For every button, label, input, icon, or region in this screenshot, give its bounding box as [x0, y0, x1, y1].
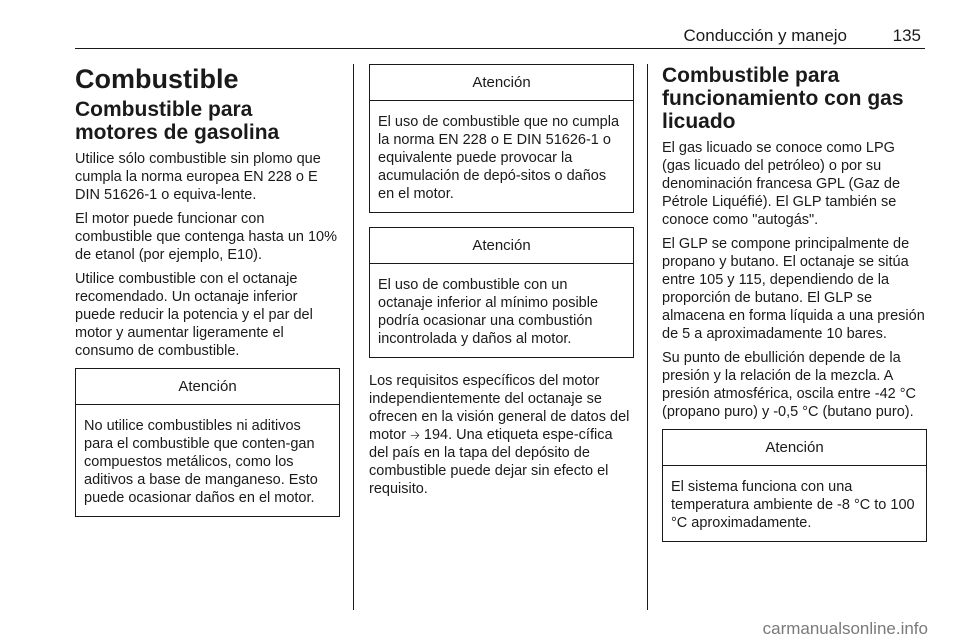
paragraph: Utilice combustible con el octanaje recomendado. Un octanaje inferior puede reducir la potencia y el par del motor y aumentar ligeramente el consumo de combustible.: [75, 271, 313, 359]
paragraph-text: Los requisitos específicos del motor independientemente del octanaje se ofrecen en la visión general de datos del motor: [369, 373, 630, 443]
column-divider: [647, 64, 648, 610]
warning-box: [662, 429, 927, 542]
section-heading: Combustible para motores de gasolina: [75, 98, 280, 144]
warning-heading: Atención: [76, 369, 339, 405]
warning-heading: Atención: [663, 430, 926, 466]
column-1: [75, 64, 340, 531]
page-reference[interactable]: 194: [423, 427, 449, 443]
column-2: [369, 64, 634, 504]
warning-box: [369, 64, 634, 213]
section-heading: Combustible para funcionamiento con gas licuado: [662, 64, 904, 133]
column-3: [662, 64, 927, 556]
paragraph: El GLP se compone principalmente de propano y butano. El octanaje se sitúa entre 105 y 115, dependiendo de la proporción de butano. El GLP se almacena en forma líquida a una presión de 5 a aproximadamente 10 bares.: [662, 236, 925, 342]
paragraph: Su punto de ebullición depende de la presión y la relación de la mezcla. A presión atmosférica, oscila entre -42 °C (propano puro) y -0,5 °C (butano puro).: [662, 350, 917, 420]
paragraph: El gas licuado se conoce como LPG (gas licuado del petróleo) o por su denominación francesa GPL (Gaz de Pétrole Liquéfié). El GLP también se conoce como "autogás".: [662, 140, 901, 228]
paragraph-text: . Una etiqueta espe-cífica del país en la tapa del depósito de combustible puede dejar sin efecto el requisito.: [369, 427, 613, 497]
page-number: 135: [892, 26, 921, 45]
chapter-title: Combustible: [75, 64, 239, 94]
paragraph: Utilice sólo combustible sin plomo que cumpla la norma europea EN 228 o E DIN 51626-1 o equiva-lente.: [75, 151, 321, 203]
warning-heading: Atención: [370, 65, 633, 101]
page-header: [75, 22, 925, 49]
page-reference-arrow-icon: 🡢: [410, 428, 420, 442]
warning-text: El sistema funciona con una temperatura ambiente de -8 °C to 100 °C aproximadamente.: [671, 479, 915, 531]
paragraph: [369, 372, 634, 498]
warning-text: El uso de combustible con un octanaje inferior al mínimo posible podría ocasionar una combustión incontrolada y daños al motor.: [378, 277, 599, 347]
column-divider: [353, 64, 354, 610]
paragraph: El motor puede funcionar con combustible que contenga hasta un 10% de etanol (por ejemplo, E10).: [75, 211, 337, 263]
warning-text: El uso de combustible que no cumpla la norma EN 228 o E DIN 51626-1 o equivalente puede provocar la acumulación de depó-sitos o daños en el motor.: [378, 114, 620, 202]
warning-text: No utilice combustibles ni aditivos para el combustible que conten-gan compuestos metálicos, como los aditivos a base de manganeso. Esto puede ocasionar daños en el motor.: [84, 418, 318, 506]
section-title: Conducción y manejo: [683, 26, 847, 45]
warning-heading: Atención: [370, 228, 633, 264]
warning-box: [75, 368, 340, 517]
warning-box: [369, 227, 634, 358]
watermark: carmanualsonline.info: [762, 619, 928, 638]
